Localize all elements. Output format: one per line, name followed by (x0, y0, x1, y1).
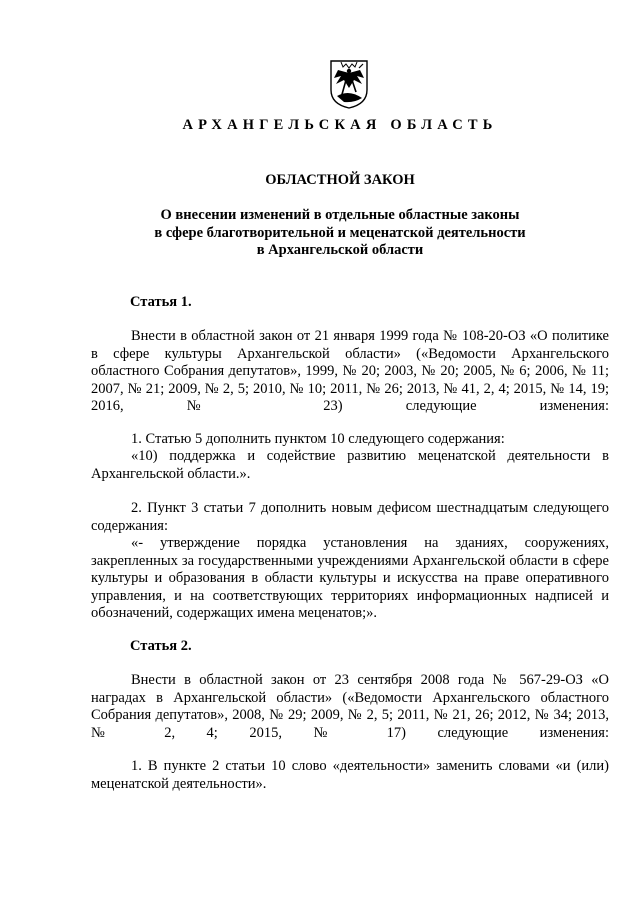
law-title-line: О внесении изменений в отдельные областные законы (160, 207, 520, 223)
article-2-paragraph: 1. В пункте 2 статьи 10 слово «деятельности» заменить словами «и (или) меценатской деятельности». (91, 758, 609, 792)
region-title: АРХАНГЕЛЬСКАЯ ОБЛАСТЬ (182, 117, 498, 133)
law-title-line: в Архангельской области (256, 242, 424, 258)
article-1-paragraph: «- утверждение порядка установления на зданиях, сооружениях, закрепленных за государственными учреждениями Архангельской области в сфере культуры и образования в области культуры и искусства на праве оперативного управления, и на соответствующих территориях информационных надписей и обозначений, содержащих имена меценатов;». (91, 535, 609, 621)
article-1-paragraph: 2. Пункт 3 статьи 7 дополнить новым дефисом шестнадцатым следующего содержания: (91, 500, 609, 534)
article-2-heading: Статья 2. (130, 638, 192, 654)
law-title (0, 207, 640, 260)
law-type: ОБЛАСТНОЙ ЗАКОН (265, 172, 415, 188)
article-1-heading: Статья 1. (130, 294, 192, 310)
article-1-paragraph: «10) поддержка и содействие развитию меценатской деятельности в Архангельской области.». (91, 448, 609, 482)
article-1-paragraph: 1. Статью 5 дополнить пунктом 10 следующего содержания: (131, 431, 505, 447)
article-2-paragraph: Внести в областной закон от 23 сентября 2008 года № 567-29-ОЗ «О наградах в Архангельской области» («Ведомости Архангельского областного Собрания депутатов», 2008, № 29; 2009, № 2, 5; 2011, № 21, 26; 2012, № 34; 2013, № 2, 4; 2015, № 17) следующие изменения: (91, 672, 609, 741)
coat-of-arms-icon (328, 58, 370, 110)
law-title-line: в сфере благотворительной и меценатской деятельности (154, 224, 526, 241)
article-1-paragraph: Внести в областной закон от 21 января 1999 года № 108-20-ОЗ «О политике в сфере культуры Архангельской области» («Ведомости Архангельского областного Собрания депутатов», 1999, № 20; 2003, № 20; 2005, № 6; 2006, № 11; 2007, № 21; 2009, № 2, 5; 2010, № 10; 2011, № 26; 2013, № 41, 2, 4; 2015, № 14, 19; 2016, № 23) следующие изменения: (91, 328, 609, 414)
